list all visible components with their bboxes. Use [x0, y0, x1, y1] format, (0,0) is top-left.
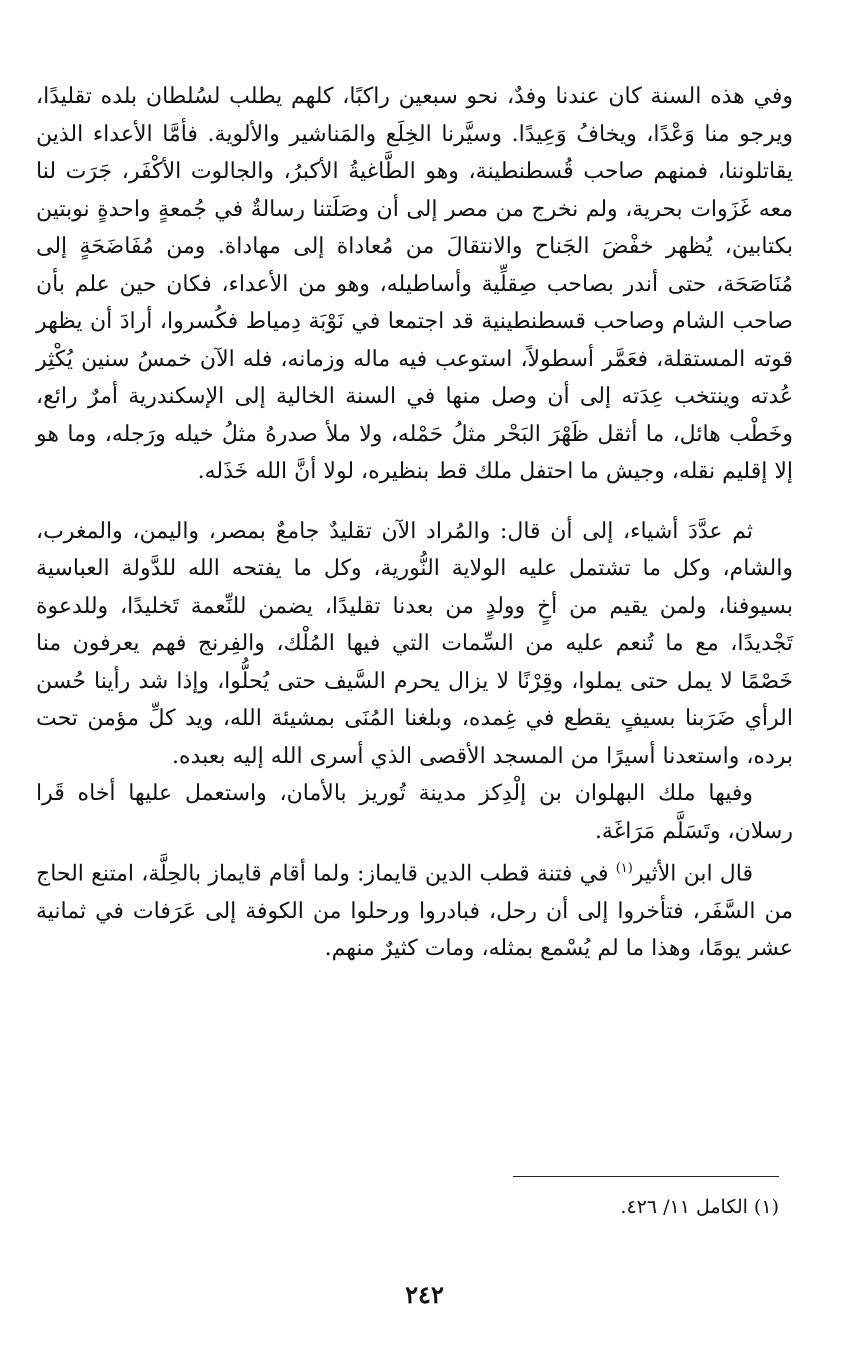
- footnote-reference: (١): [615, 861, 633, 876]
- paragraph-4-rest: في فتنة قطب الدين قايماز: ولما أقام قايماز بالحِلَّة، امتنع الحاج من السَّفَر، فتأخروا إلى أن رحل، فبادروا ورحلوا من الكوفة إلى عَرَفات في ثمانية عشر يومًا، وهذا ما لم يُسْمع بمثله، ومات كثيرٌ منهم.: [36, 861, 793, 962]
- main-text: [36, 78, 793, 968]
- footnote-divider: [513, 1176, 779, 1177]
- paragraph-1: وفي هذه السنة كان عندنا وفدٌ، نحو سبعين راكبًا، كلهم يطلب لسُلطان بلده تقليدًا، ويرجو منا وَعْدًا، ويخافُ وَعِيدًا. وسيَّرنا الخِلَع والمَناشير والألوية. فأمَّا الأعداء الذين يقاتلوننا، فمنهم صاحب قُسطنطينة، وهو الطَّاغيةُ الأكبرُ، والجالوت الأكْفَر، جَرَت لنا معه غَزَوات بحرية، ولم نخرج من مصر إلى أن وصَلَتنا رسالةٌ في جُمعةٍ واحدةٍ نوبتين بكتابين، يُظهر خفْضَ الجَناح والانتقالَ من مُعاداة إلى مهاداة. ومن مُفَاضَحَةٍ إلى مُنَاصَحَة، حتى أندر بصاحب صِقلِّية وأساطيله، وهو من الأعداء، فكان حين علم بأن صاحب الشام وصاحب قسطنطينية قد اجتمعا في نَوْبَة دِمياط فكُسروا، أرادَ أن يظهر قوته المستقلة، فعَمَّر أسطولاً، استوعب فيه ماله وزمانه، فله الآن خمسُ سنين يُكْثِر عُدته وينتخب عِدَته إلى أن وصل منها في السنة الخالية إلى الإسكندرية أمرٌ رائع، وخَطْب هائل، ما أثقل ظَهْرَ البَحْر مثلُ حَمْله، ولا ملأ صدرهُ مثلُ خيله ورَجله، وما هو إلا إقليم نقله، وجيش ما احتفل ملك قط بنظيره، لولا أنَّ الله خَذَله.: [36, 84, 793, 484]
- page-number: ٢٤٢: [405, 1280, 444, 1309]
- paragraph-3: وفيها ملك البهلوان بن إلْدِكز مدينة تُوريز بالأمان، واستعمل عليها أخاه قَرا رسلان، وتَسَلَّم مَرَاغَة.: [36, 781, 793, 844]
- paragraph-4: [36, 850, 793, 968]
- paragraph-4-lead: قال ابن الأثير: [632, 861, 753, 887]
- footnote: (١) الكامل ١١/ ٤٢٦.: [620, 1196, 779, 1218]
- paragraph-2: ثم عدَّدَ أشياء، إلى أن قال: والمُراد الآن تقليدٌ جامعٌ بمصر، واليمن، والمغرب، والشام، وكل ما تشتمل عليه الولاية النُّورية، وكل ما يفتحه الله للدَّولة العباسية بسيوفنا، ولمن يقيم من أخٍ وولدٍ من بعدنا تقليدًا، يضمن للنِّعمة تَخليدًا، وللدعوة تَجْديدًا، مع ما تُنعم عليه من السِّمات التي فيها المُلْك، والفِرنج فهم يعرفون منا خَصْمًا لا يمل حتى يملوا، وقِرْنًا لا يزال يحرم السَّيف حتى يُحلُّوا، وإذا شد رأينا حُسن الرأي ضَرَبنا بسيفٍ يقطع في غِمده، وبلغنا المُنَى بمشيئة الله، ويد كلِّ مؤمن تحت برده، واستعدنا أسيرًا من المسجد الأقصى الذي أسرى الله إليه بعبده.: [36, 518, 793, 769]
